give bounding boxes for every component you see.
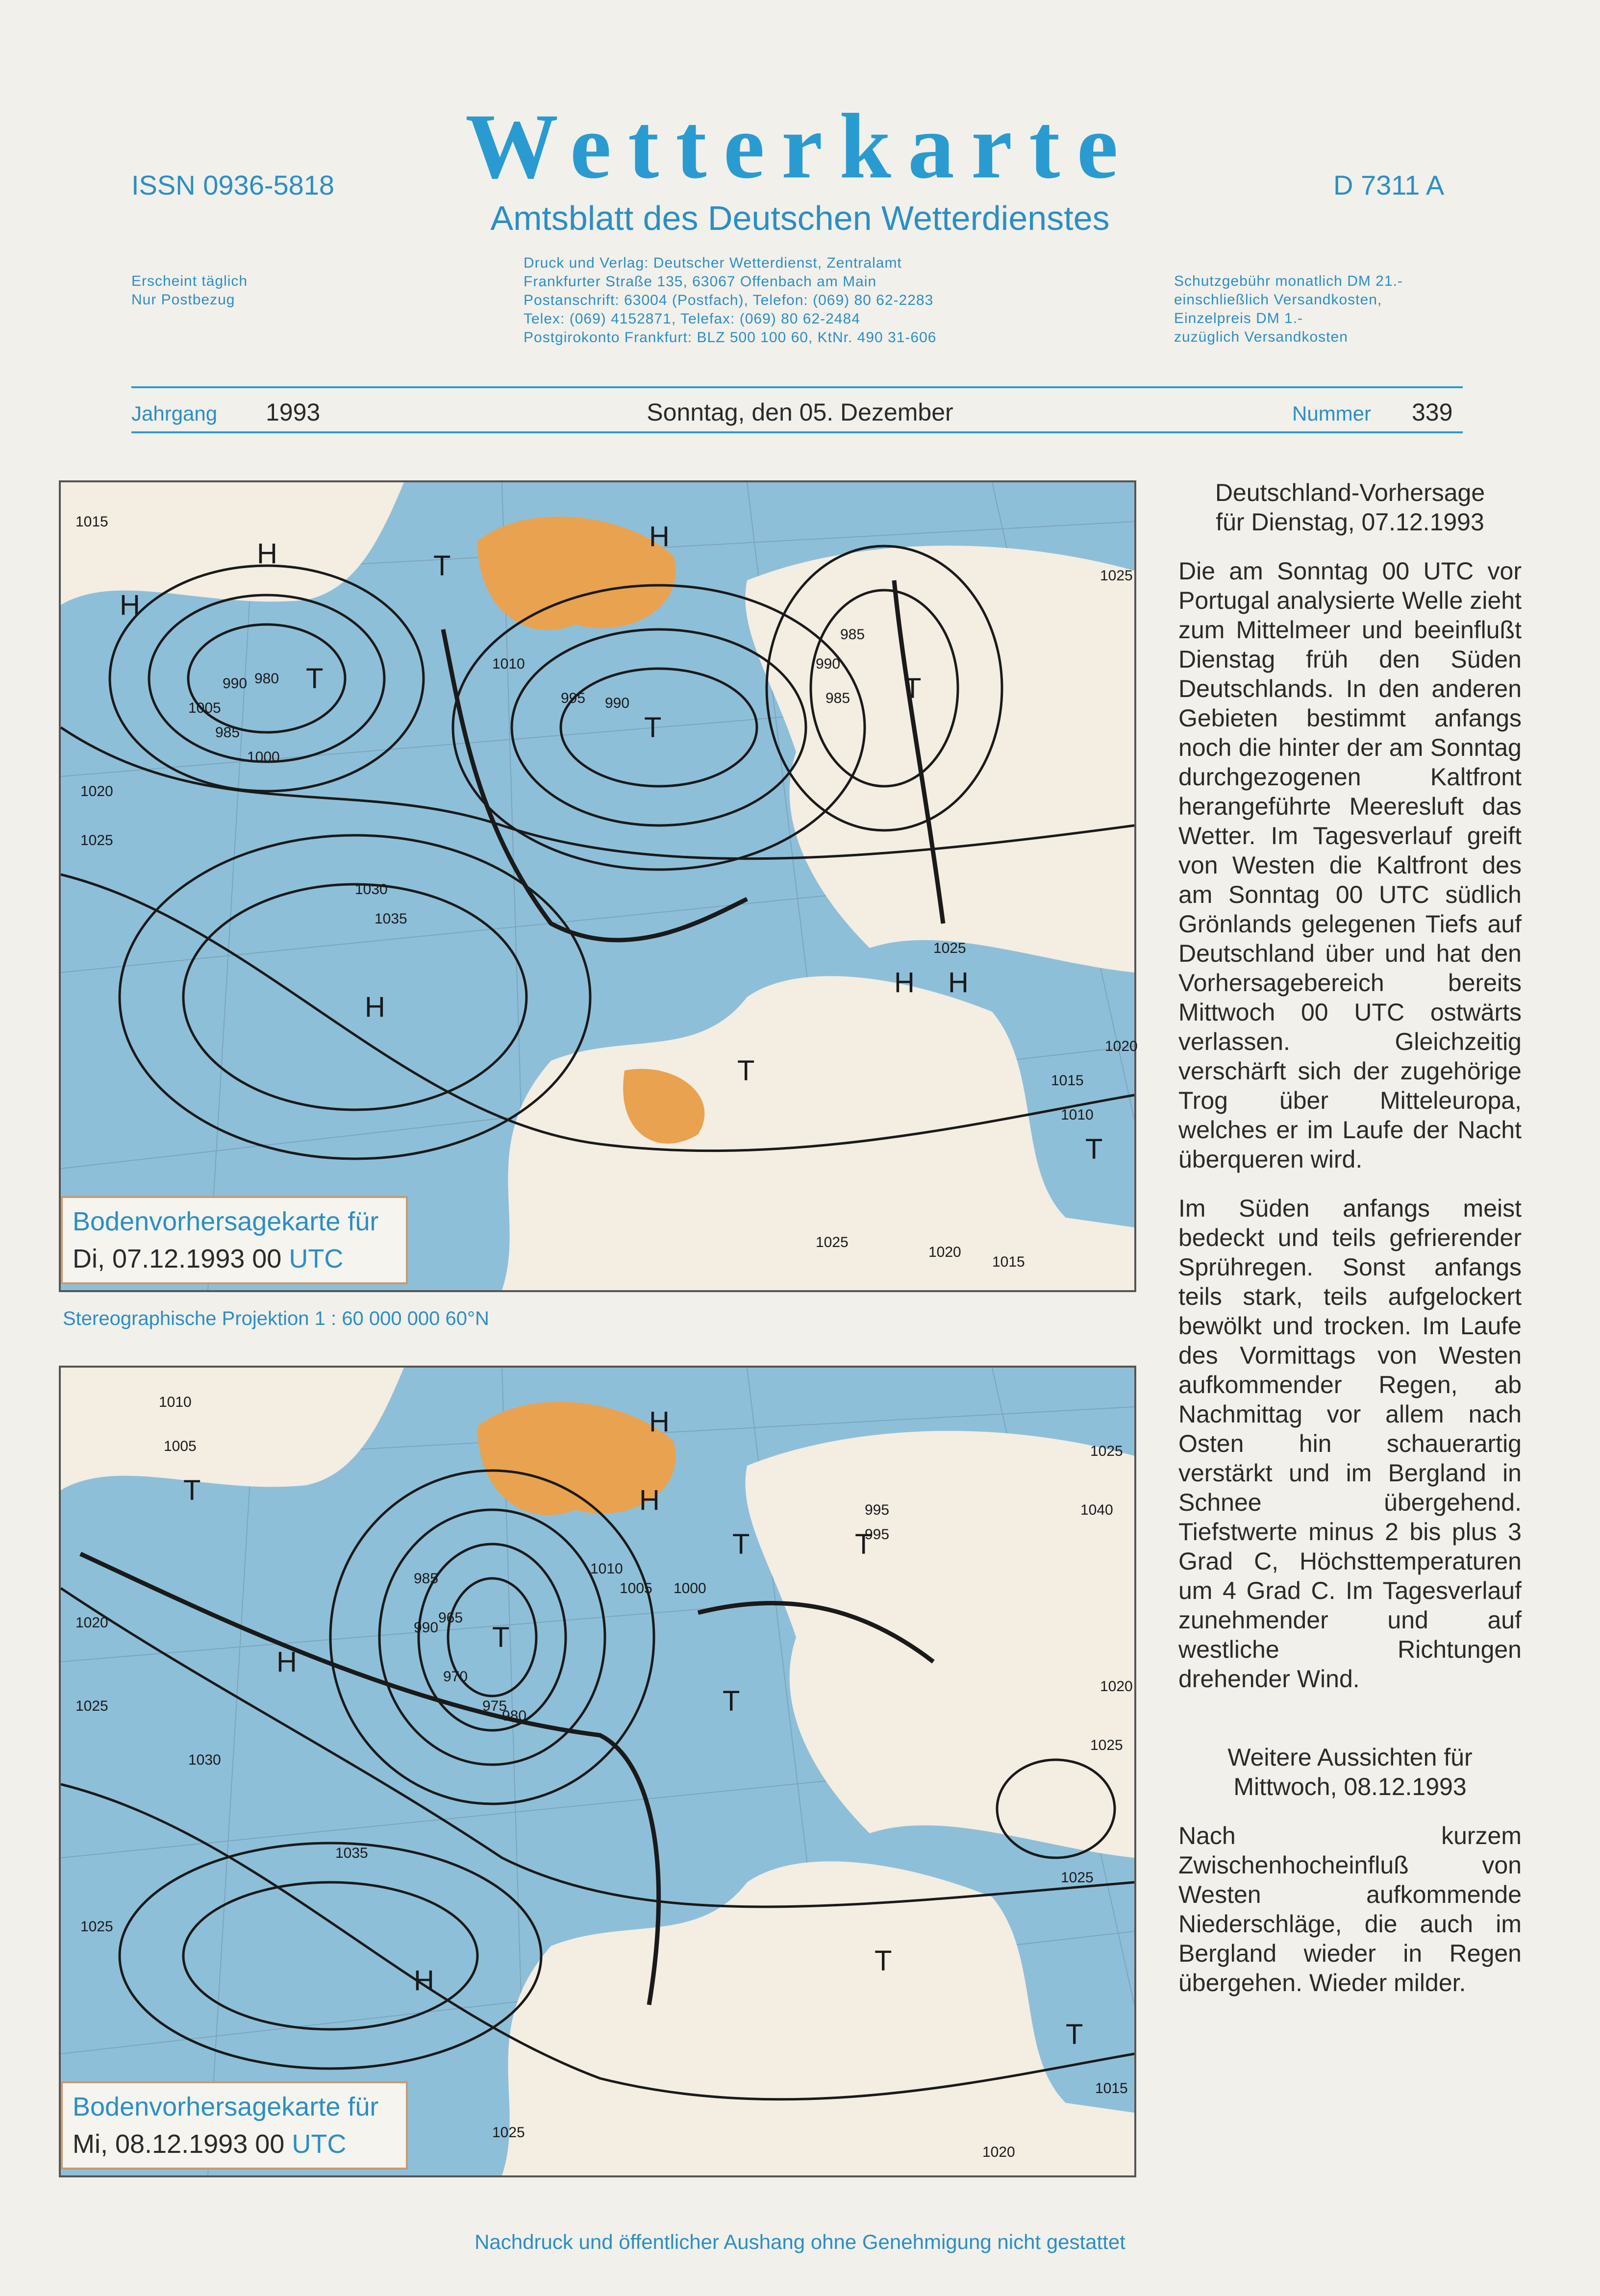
high-label: H — [276, 1646, 297, 1678]
isobar-value: 1035 — [335, 1845, 368, 1861]
isobar-value: 1010 — [159, 1394, 192, 1410]
low-label: T — [183, 1474, 201, 1506]
isobar-value: 970 — [443, 1669, 468, 1685]
publication-info — [131, 272, 248, 309]
isobar-value: 1010 — [492, 656, 525, 672]
isobar-value: 1005 — [620, 1580, 652, 1597]
isobar-value: 985 — [215, 724, 240, 741]
caption-utc: UTC — [289, 1244, 344, 1273]
publication-delivery: Nur Postbezug — [131, 292, 235, 308]
isobar-value: 1020 — [982, 2144, 1015, 2160]
low-label: T — [904, 673, 922, 704]
publication-frequency: Erscheint täglich — [131, 273, 248, 289]
isobar-value: 1000 — [247, 749, 280, 765]
isobar-value: 1025 — [1061, 1870, 1094, 1886]
publisher-line: Postanschrift: 63004 (Postfach), Telefon: (069) 80 62-2283 — [524, 292, 934, 308]
map1-caption — [61, 1196, 408, 1284]
issn-number: ISSN 0936-5818 — [131, 170, 335, 200]
low-label: T — [1085, 1133, 1103, 1165]
map2-caption — [61, 2081, 408, 2170]
forecast-map-wednesday — [59, 1366, 1136, 2177]
publisher-line: Telex: (069) 4152871, Telefax: (069) 80 62-2484 — [524, 311, 860, 327]
isobar-value: 1025 — [492, 2124, 525, 2141]
isobar-value: 990 — [414, 1620, 439, 1636]
high-label: H — [639, 1484, 660, 1516]
caption-title: Bodenvorhersagekarte für — [73, 2092, 379, 2121]
isobar-value: 980 — [502, 1708, 527, 1724]
low-label: T — [732, 1528, 750, 1560]
reprint-notice: Nachdruck und öffentlicher Aushang ohne Genehmigung nicht gestattet — [475, 2230, 1125, 2253]
publisher-info — [524, 254, 936, 347]
land-europe — [745, 1431, 1134, 1858]
issue-date: Sonntag, den 05. Dezember — [647, 399, 953, 426]
isobar-value: 985 — [825, 690, 850, 706]
isobar-value: 980 — [254, 671, 279, 687]
caption-date: Mi, 08.12.1993 00 — [73, 2129, 285, 2159]
isobar-value: 990 — [605, 695, 630, 711]
land-north — [61, 482, 404, 605]
price-info — [1174, 272, 1403, 347]
isobar-value: 1005 — [164, 1438, 197, 1454]
low-label: T — [723, 1685, 740, 1717]
isobar-value: 990 — [223, 675, 248, 692]
caption-date-line — [73, 2125, 396, 2163]
isobar-value: 1010 — [590, 1561, 623, 1577]
high-label: H — [649, 521, 670, 552]
high-label: H — [365, 991, 385, 1023]
isobar-value: 1000 — [674, 1580, 706, 1597]
forecast-column — [1178, 478, 1522, 1997]
isobar-value: 1025 — [80, 832, 113, 849]
forecast-paragraph: Die am Sonntag 00 UTC vor Portugal analysierte Welle zieht zum Mittelmeer und beeinflußt Dienstag früh den Süden Deutschlands. In den anderen Gebieten bestimmt anfangs noch die hinter der am Sonntag durchgezogenen Kaltfront herangeführte Meeresluft das Wetter. Im Tagesverlauf greift von Westen die Kaltfront des am Sonntag 00 UTC südlich Grönlands gelegenen Tiefs auf Deutschland über und hat den Vorhersagebereich bereits Mittwoch 00 UTC ostwärts verlassen. Gleichzeitig verschärft sich der zugehörige Trog über Mitteleuropa, welches er im Laufe der Nacht überqueren wird. — [1178, 557, 1522, 1173]
publisher-line: Frankfurter Straße 135, 63067 Offenbach am Main — [524, 274, 877, 290]
isobar-value: 1025 — [75, 1698, 108, 1714]
cold-front — [80, 1554, 659, 2005]
weather-map-svg — [61, 482, 1138, 1290]
isobar-value: 1015 — [992, 1254, 1025, 1270]
isobar-value: 985 — [414, 1571, 439, 1587]
nummer-value: 339 — [1412, 399, 1453, 426]
isobar-value: 985 — [840, 626, 865, 643]
isobar-value: 1035 — [375, 911, 407, 927]
low-label: T — [433, 550, 451, 582]
forecast-map-tuesday — [59, 480, 1136, 1292]
high-label: H — [414, 1965, 434, 1997]
isobar-value: 1010 — [1061, 1107, 1094, 1123]
high-label: H — [649, 1406, 670, 1438]
jahrgang-label: Jahrgang — [131, 402, 218, 425]
price-line: zuzüglich Versandkosten — [1174, 329, 1348, 345]
isobar-value: 1020 — [80, 783, 113, 799]
postal-code: D 7311 A — [1333, 170, 1445, 200]
low-label: T — [875, 1945, 892, 1977]
nummer-label: Nummer — [1292, 402, 1372, 425]
isobar-value: 1015 — [75, 514, 108, 530]
isobar-value: 1025 — [80, 1919, 113, 1935]
high-label: H — [120, 589, 140, 621]
jahrgang-value: 1993 — [266, 399, 321, 426]
price-line: einschließlich Versandkosten, — [1174, 292, 1382, 308]
isobar-value: 1025 — [1100, 568, 1133, 584]
price-line: Schutzgebühr monatlich DM 21.- — [1174, 273, 1403, 289]
caption-date-line — [73, 1240, 396, 1277]
low-label: T — [644, 712, 662, 744]
isobar-value: 1020 — [1105, 1038, 1138, 1054]
isobar-value: 975 — [482, 1698, 507, 1714]
outlook-heading-date: Mittwoch, 08.12.1993 — [1233, 1773, 1467, 1800]
high-label: H — [894, 967, 915, 998]
isobar-value: 1030 — [188, 1752, 221, 1768]
low-label: T — [855, 1528, 873, 1560]
isobar-value: 1025 — [816, 1234, 849, 1250]
caption-date: Di, 07.12.1993 00 — [73, 1244, 282, 1273]
isobar-value: 1025 — [1090, 1443, 1123, 1459]
high-label: H — [257, 538, 277, 570]
header-rule-bottom — [131, 431, 1463, 433]
isobar-value: 995 — [865, 1526, 890, 1543]
forecast-paragraph: Im Süden anfangs meist bedeckt und teils gefrierender Sprühregen. Sonst anfangs teils stark, teils aufgelockert bewölkt und trocken. Im Laufe des Vormittags von Westen aufkommender Regen, ab Nachmittag vor allem nach Osten hin schauerartig verstärkt und im Bergland in Schnee übergehend. Tiefstwerte minus 2 bis plus 3 Grad C, Höchsttemperaturen um 4 Grad C. Im Tagesverlauf zunehmender und auf westliche Richtungen drehender Wind. — [1178, 1195, 1522, 1693]
price-line: Einzelpreis DM 1.- — [1174, 310, 1303, 326]
land-south — [502, 1861, 1134, 2175]
isobar-value: 1030 — [355, 881, 388, 898]
land-north — [61, 1368, 404, 1490]
outlook-paragraph: Nach kurzem Zwischenhocheinfluß von Westen aufkommende Niederschläge, die auch im Bergland wieder in Regen übergehen. Wieder milder. — [1178, 1822, 1522, 1997]
low-label: T — [492, 1622, 510, 1653]
isobar-value: 965 — [438, 1610, 463, 1626]
isobar-value: 1005 — [188, 700, 221, 716]
isobar-value: 1020 — [928, 1244, 961, 1260]
masthead-subtitle: Amtsblatt des Deutschen Wetterdienstes — [490, 199, 1110, 237]
forecast-heading-date: für Dienstag, 07.12.1993 — [1216, 508, 1484, 536]
isobar-value: 1020 — [1100, 1678, 1133, 1695]
outlook-heading: Weitere Aussichten für — [1227, 1744, 1473, 1771]
caption-title: Bodenvorhersagekarte für — [73, 1207, 379, 1236]
weather-map-svg — [61, 1368, 1134, 2175]
isobar-value: 990 — [816, 656, 841, 672]
isobar-value: 995 — [865, 1502, 890, 1518]
low-label: T — [1066, 2019, 1083, 2050]
isobar-value: 1025 — [1090, 1737, 1123, 1753]
publisher-line: Druck und Verlag: Deutscher Wetterdienst, Zentralamt — [524, 255, 902, 271]
isobar-value: 995 — [561, 690, 586, 706]
isobar-value: 1015 — [1095, 2080, 1128, 2096]
low-label: T — [737, 1055, 755, 1087]
caption-utc: UTC — [292, 2129, 347, 2159]
cold-front — [443, 629, 747, 940]
isobar-value: 1020 — [75, 1615, 108, 1631]
low-label: T — [306, 663, 324, 695]
high-label: H — [948, 967, 969, 998]
forecast-heading: Deutschland-Vorhersage — [1215, 479, 1485, 506]
projection-note: Stereographische Projektion 1 : 60 000 000 60°N — [63, 1308, 489, 1329]
masthead-title: Wetterkarte — [465, 95, 1135, 198]
publisher-line: Postgirokonto Frankfurt: BLZ 500 100 60, KtNr. 490 31-606 — [524, 329, 937, 346]
greenland-land — [477, 517, 675, 630]
isobar-value: 1040 — [1080, 1502, 1113, 1518]
isobar-value: 1015 — [1051, 1073, 1084, 1089]
isobar-value: 1025 — [933, 940, 966, 956]
header-rule-top — [131, 386, 1463, 388]
